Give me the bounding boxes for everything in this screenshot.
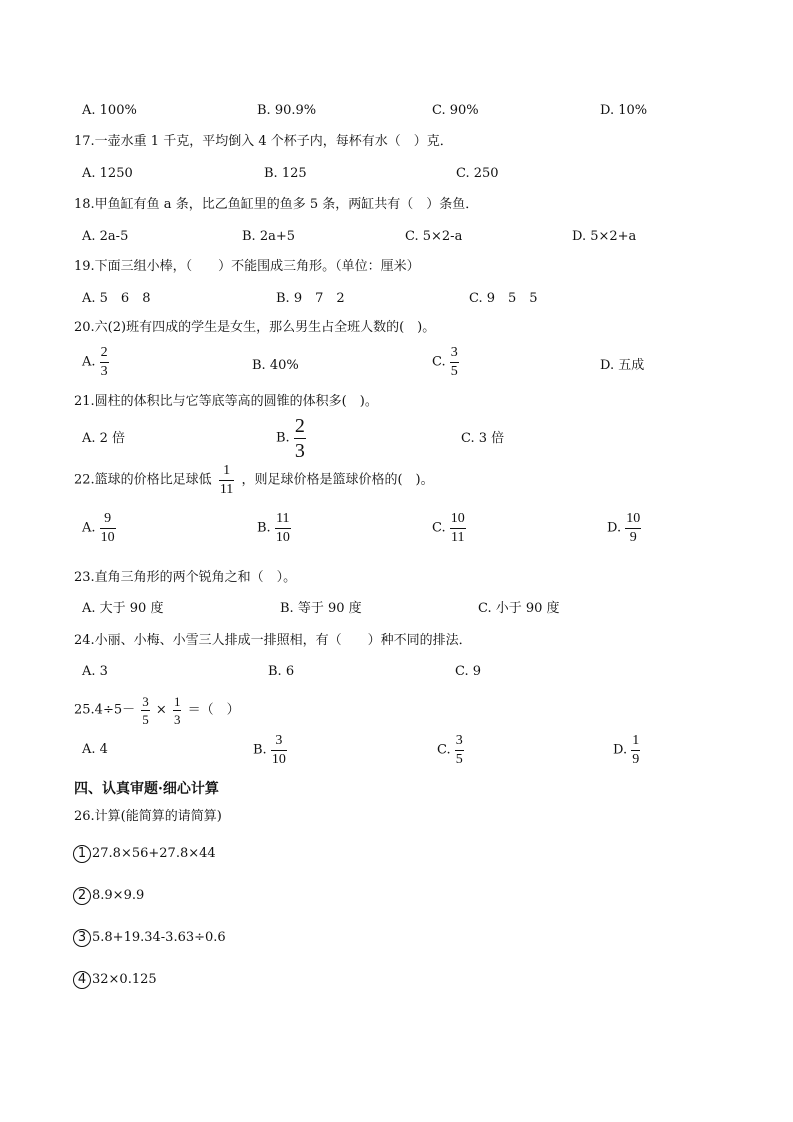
calc-item-3 [73, 929, 226, 947]
q25-stem-pre: 25.4÷5－ [74, 702, 136, 718]
q20-option-a-fraction [100, 346, 109, 379]
q25-stem-post: ＝（ ） [187, 702, 240, 718]
circled-number-4: 4 [73, 971, 91, 989]
q21-stem: 21.圆柱的体积比与它等底等高的圆锥的体积多( )。 [74, 394, 378, 409]
circled-number-3: 3 [73, 929, 91, 947]
q22-option-d [607, 512, 641, 545]
q20-option-a-denominator: 3 [100, 364, 108, 379]
q22-stem [74, 464, 434, 497]
q22-option-c-fraction [450, 512, 466, 545]
q25-option-d [613, 734, 640, 767]
q22-option-d-fraction [625, 512, 641, 545]
q21-option-b-numerator: 2 [294, 415, 305, 437]
q21-option-c: C. 3 倍 [461, 431, 505, 446]
q20-option-a [82, 346, 109, 379]
q20-option-a-numerator: 2 [100, 346, 109, 363]
calc-item-4-expr: 32×0.125 [92, 972, 157, 987]
q22-stem-fraction [219, 464, 234, 497]
q18-option-a: A. 2a-5 [82, 229, 129, 244]
q22-option-a-numerator: 9 [100, 512, 116, 529]
q25-option-d-numerator: 1 [631, 734, 640, 751]
q25-option-a: A. 4 [82, 742, 108, 757]
q16-option-b: B. 90.9% [257, 103, 317, 118]
q22-option-a-denominator: 10 [100, 530, 115, 545]
q25-fraction-2 [173, 695, 182, 726]
q25-fraction-1-denominator: 5 [142, 712, 149, 727]
q25-option-d-denominator: 9 [632, 752, 640, 767]
q25-option-b-prefix: B. [253, 742, 267, 758]
circled-number-2: 2 [73, 887, 91, 905]
calc-item-2 [73, 887, 144, 905]
q22-option-c-denominator: 11 [451, 530, 465, 545]
q22-option-b-fraction [275, 512, 291, 545]
q16-option-c: C. 90% [432, 103, 479, 118]
q17-stem: 17.一壶水重 1 千克，平均倒入 4 个杯子内，每杯有水（ ）克． [74, 134, 453, 149]
q25-option-b [253, 734, 287, 767]
q25-option-c-numerator: 3 [455, 734, 464, 751]
q23-option-a: A. 大于 90 度 [82, 601, 164, 616]
q25-fraction-2-denominator: 3 [173, 712, 181, 727]
q22-option-c-numerator: 10 [450, 512, 466, 529]
q24-option-c: C. 9 [455, 664, 482, 679]
q25-option-c-prefix: C. [437, 742, 451, 758]
q22-option-a-fraction [100, 512, 116, 545]
calc-item-1-expr: 27.8×56+27.8×44 [92, 846, 216, 861]
q25-option-c [437, 734, 464, 767]
q20-option-c-denominator: 5 [450, 364, 458, 379]
q21-option-b-denominator: 3 [294, 440, 305, 462]
q20-option-c-prefix: C. [432, 354, 446, 370]
q20-stem: 20.六(2)班有四成的学生是女生，那么男生占全班人数的( )。 [74, 320, 436, 335]
q21-option-b-fraction [294, 416, 306, 461]
q22-stem-denominator: 11 [219, 482, 234, 497]
q25-fraction-1 [141, 695, 150, 726]
q22-option-b-numerator: 11 [275, 512, 291, 529]
q20-option-a-prefix: A. [82, 354, 96, 370]
q23-option-c: C. 小于 90 度 [478, 601, 560, 616]
q19-option-c: C. 9 5 5 [469, 291, 538, 306]
q20-option-b: B. 40% [252, 358, 299, 373]
q18-option-d: D. 5×2+a [572, 229, 637, 244]
calc-item-3-expr: 5.8+19.34-3.63÷0.6 [92, 930, 226, 945]
q23-stem: 23.直角三角形的两个锐角之和（ ）。 [74, 570, 297, 585]
q24-option-b: B. 6 [268, 664, 295, 679]
q18-option-c: C. 5×2-a [405, 229, 463, 244]
q20-option-c [432, 346, 459, 379]
calc-item-4 [73, 971, 157, 989]
q25-option-d-prefix: D. [613, 742, 628, 758]
q19-option-b: B. 9 7 2 [276, 291, 345, 306]
q21-option-b [276, 416, 306, 461]
circled-number-1: 1 [73, 845, 91, 863]
q22-option-b-prefix: B. [257, 520, 271, 536]
q25-stem [74, 695, 240, 726]
q22-stem-pre: 22.篮球的价格比足球低 [74, 472, 212, 488]
q16-option-a: A. 100% [82, 103, 137, 118]
q22-stem-post: ，则足球价格是篮球价格的( )。 [241, 472, 434, 488]
q25-option-b-denominator: 10 [271, 752, 286, 767]
q17-option-b: B. 125 [264, 166, 307, 181]
q22-option-c-prefix: C. [432, 520, 446, 536]
q19-stem: 19.下面三组小棒，（ ）不能围成三角形。（单位：厘米） [74, 259, 420, 274]
q22-option-a-prefix: A. [82, 520, 96, 536]
q17-option-a: A. 1250 [82, 166, 133, 181]
q25-fraction-2-numerator: 1 [173, 694, 181, 709]
q25-option-b-fraction [271, 734, 287, 767]
section-4-heading: 四、认真审题·细心计算 [74, 781, 219, 797]
q22-option-a [82, 512, 116, 545]
q16-option-d: D. 10% [600, 103, 648, 118]
q18-stem: 18.甲鱼缸有鱼 a 条，比乙鱼缸里的鱼多 5 条，两缸共有（ ）条鱼． [74, 197, 479, 212]
q20-option-c-numerator: 3 [450, 346, 459, 363]
q25-option-b-numerator: 3 [271, 734, 287, 751]
q25-option-c-fraction [455, 734, 464, 767]
q22-option-b-denominator: 10 [275, 530, 290, 545]
calc-item-2-expr: 8.9×9.9 [92, 888, 145, 903]
q22-option-c [432, 512, 466, 545]
q20-option-d: D. 五成 [600, 358, 645, 373]
q25-option-c-denominator: 5 [455, 752, 463, 767]
q19-option-a: A. 5 6 8 [82, 291, 151, 306]
q22-option-d-denominator: 9 [629, 530, 637, 545]
q22-option-d-prefix: D. [607, 520, 622, 536]
q23-option-b: B. 等于 90 度 [280, 601, 362, 616]
q22-option-b [257, 512, 291, 545]
q25-times-sign: × [155, 702, 167, 718]
q24-option-a: A. 3 [82, 664, 108, 679]
q20-option-c-fraction [450, 346, 459, 379]
calc-item-1 [73, 845, 216, 863]
q24-stem: 24.小丽、小梅、小雪三人排成一排照相，有（ ）种不同的排法． [74, 633, 472, 648]
q25-fraction-1-numerator: 3 [142, 694, 149, 709]
q22-option-d-numerator: 10 [625, 512, 641, 529]
q26-stem: 26.计算(能简算的请简算) [74, 809, 222, 824]
q21-option-a: A. 2 倍 [82, 431, 126, 446]
q21-option-b-prefix: B. [276, 430, 290, 446]
q17-option-c: C. 250 [456, 166, 499, 181]
q18-option-b: B. 2a+5 [242, 229, 296, 244]
q22-stem-numerator: 1 [219, 464, 234, 481]
q25-option-d-fraction [631, 734, 640, 767]
